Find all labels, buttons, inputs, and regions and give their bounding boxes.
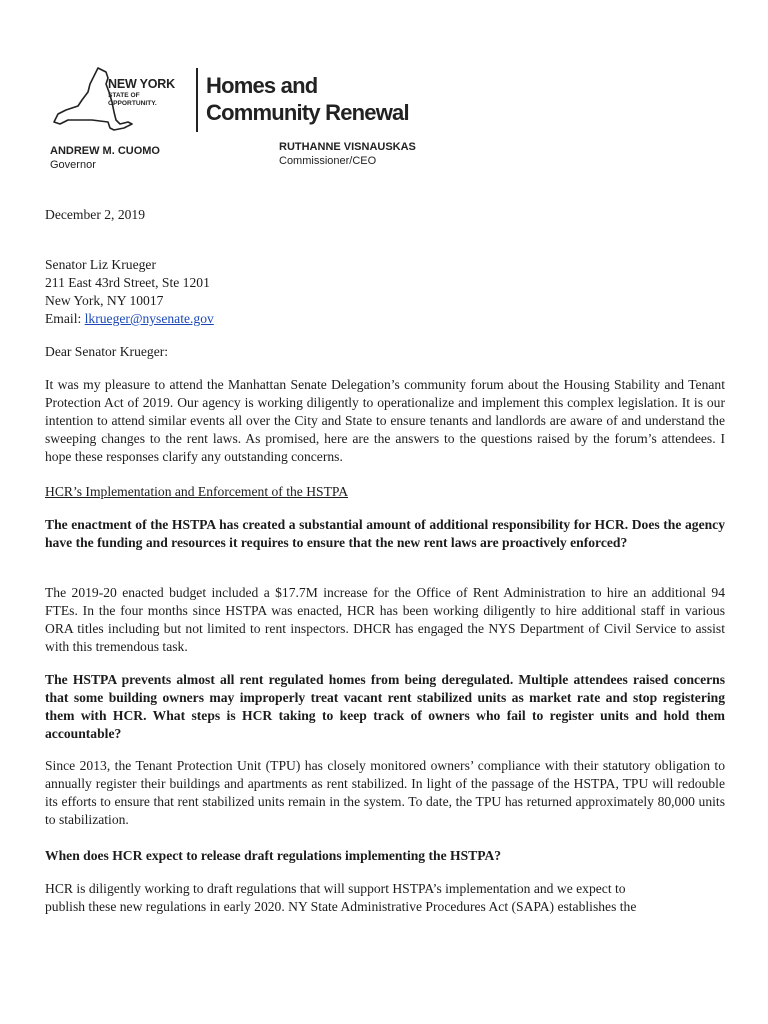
answer-3 bbox=[45, 880, 725, 916]
agency-name-line2: Community Renewal bbox=[206, 100, 409, 125]
answer-1: The 2019-20 enacted budget included a $17.7M increase for the Office of Rent Administration to hire an additional 94 FTEs. In the four months since HSTPA was enacted, HCR has been working diligently to hire additional staff in various ORA titles including but not limited to rent inspectors. DHCR has engaged the NYS Department of Civil Service to assist with this tremendous task. bbox=[45, 585, 725, 654]
email-label: Email: bbox=[45, 311, 82, 326]
governor-title: Governor bbox=[50, 159, 96, 171]
intro-paragraph: It was my pleasure to attend the Manhattan Senate Delegation’s community forum about the Housing Stability and Tenant Protection Act of 2019. Our agency is working diligently to operationalize and implement this complex legislation. It is our intention to attend similar events all over the City and State to ensure tenants and landlords are aware of and understand the sweeping changes to the rent laws. As promised, here are the answers to the questions raised by the forum’s attendees. I hope these responses clarify any outstanding concerns. bbox=[45, 377, 725, 464]
commissioner-name: RUTHANNE VISNAUSKAS bbox=[279, 141, 416, 153]
letter-date: December 2, 2019 bbox=[45, 207, 146, 222]
state-tagline-line1: STATE OF bbox=[108, 91, 140, 99]
recipient-city: New York, NY 10017 bbox=[45, 293, 164, 308]
governor-block bbox=[50, 144, 160, 172]
letterhead-divider bbox=[196, 68, 198, 132]
salutation: Dear Senator Krueger: bbox=[45, 344, 169, 359]
agency-name-line1: Homes and bbox=[206, 73, 318, 98]
recipient-address bbox=[45, 256, 725, 328]
commissioner-title: Commissioner/CEO bbox=[279, 155, 377, 167]
state-wordmark bbox=[108, 78, 175, 108]
section-heading bbox=[45, 483, 725, 501]
question-3: When does HCR expect to release draft regulations implementing the HSTPA? bbox=[45, 848, 502, 863]
answer-3-line-1: HCR is diligently working to draft regulations that will support HSTPA’s implementation and we expect to bbox=[45, 881, 626, 896]
question-2: The HSTPA prevents almost all rent regulated homes from being deregulated. Multiple attendees raised concerns that some building owners may improperly treat vacant rent stabilized units as market rate and stop registering them with HCR. What steps is HCR taking to keep track of owners who fail to register units and hold them accountable? bbox=[45, 672, 725, 741]
governor-name: ANDREW M. CUOMO bbox=[50, 145, 160, 157]
recipient-email-line bbox=[45, 310, 725, 328]
answer-2: Since 2013, the Tenant Protection Unit (TPU) has closely monitored owners’ compliance with their statutory obligation to annually register their buildings and apartments as rent stabilized. In light of the passage of the HSTPA, TPU will redouble its efforts to ensure that rent stabilized units remain in the system. To date, the TPU has returned approximately 80,000 units to stabilization. bbox=[45, 758, 725, 827]
question-1: The enactment of the HSTPA has created a substantial amount of additional responsibility for HCR. Does the agency have the funding and resources it requires to ensure that the new rent laws are proactively enforced? bbox=[45, 517, 725, 550]
answer-3-line-2: publish these new regulations in early 2020. NY State Administrative Procedures Act (SAPA) establishes the bbox=[45, 899, 637, 914]
state-tagline-line2: OPPORTUNITY. bbox=[108, 100, 157, 108]
state-name: NEW YORK bbox=[108, 77, 175, 91]
recipient-street: 211 East 43rd Street, Ste 1201 bbox=[45, 275, 210, 290]
commissioner-block bbox=[279, 140, 416, 168]
section-heading-text: HCR’s Implementation and Enforcement of the HSTPA bbox=[45, 484, 349, 499]
recipient-email-link[interactable]: lkrueger@nysenate.gov bbox=[84, 311, 214, 326]
agency-wordmark bbox=[206, 72, 409, 126]
recipient-name: Senator Liz Krueger bbox=[45, 257, 156, 272]
